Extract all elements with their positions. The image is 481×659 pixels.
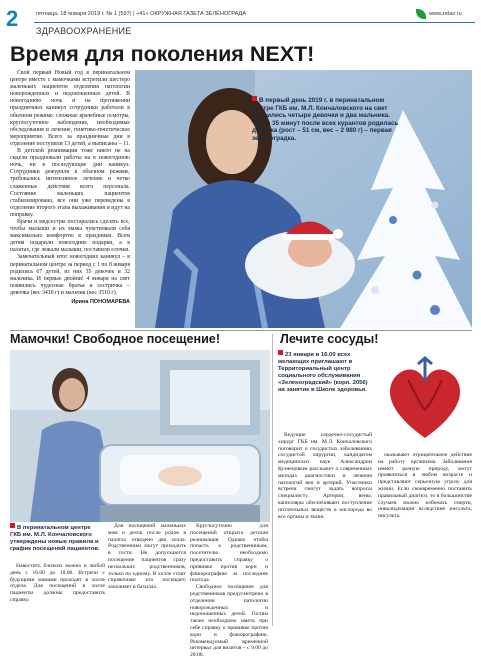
marker-square-icon xyxy=(278,350,283,355)
newspaper-logo[interactable] xyxy=(416,9,474,21)
divider xyxy=(10,330,472,331)
heart-text-col2 xyxy=(378,452,472,628)
header-rule xyxy=(34,22,475,23)
paragraph: В детской реанимации тоже никто не на сидели праздновали работы на в новогоднюю ночь, ни в последующие дни каникул. Сотрудники дежурили в обычном режиме, требовались интенсивное лечение и четко слаженные действия всего персонала. Состояние маленьких пациентов стабилизировано, все они уже переведены в отделение второго этапа выхаживания и идут на поправку. xyxy=(10,148,130,218)
author-signature: Ирина ПОНОМАРЕВА xyxy=(71,299,130,305)
heart-headline: Лечите сосуды! xyxy=(280,332,379,346)
marker-square-icon xyxy=(10,523,15,528)
heart-icon xyxy=(378,350,472,450)
mom-caption xyxy=(10,523,102,553)
caption-text: В перинатальном центре ГКБ им. М.Л. Кончаловского утверждены новые правила и график посещений пациентов. xyxy=(10,525,100,553)
paragraph: Для посещений маленьких мам и деток после родов в палатах отведено два холла. Родственники могут приходить в гости. Не допускаются посещение пациентов сразу нескольких родственников, только по одному. В холле стоит справочная: кто посещает, заполняет в бахилах. xyxy=(108,523,186,591)
page-header xyxy=(0,0,481,40)
leaf-logo-icon xyxy=(416,9,426,19)
nurse-with-incubator-photo-icon xyxy=(10,350,270,522)
caption-text: В первый день 2019 г. в перинатальном центре ГКБ им. М.Л. Кончаловского на свет появились четыре девочки и два мальчика. Через 35 минут после всех курантов родилась девочка (рост – 51 см, вес – 2 980 г) – первая зеленоградка. xyxy=(252,97,399,142)
mom-text-col3 xyxy=(190,523,268,659)
paragraph: Свой первый Новый год в перинатальном центре вместе с мамочками встретили шестеро маленьких пациентов отделения патологии новорожденных и недоношенных детей. В новогоднюю ночь и на протяжении праздничных каникул сотрудники работали в обычном режиме: сложные врачебные осмотры, круглосуточное наблюдение, необходимые обследования и лечение, генетико-генетическое мероприятие. Всего за праздничные дни в отделение поступили 13 детей, а выписаны – 11. xyxy=(10,70,130,147)
heart-illustration xyxy=(378,350,472,450)
mom-headline: Мамочки! Свободное посещение! xyxy=(10,332,221,346)
main-headline: Время для поколения NEXT! xyxy=(10,42,315,66)
site-url[interactable]: www.zelao.ru xyxy=(429,11,462,17)
paragraph: Замечательный итог новогодних каникул – в перинатальном центре за период с 1 по 8 января родились 67 детей, из них 35 девочек и 32 мальчика. И первые двойни! 4 января на свет появились чудесные братья и сестричка – девочка (вес 3410 г) и мальчик (вес 3510 г). xyxy=(10,254,130,296)
paragraph: оказывают отрицательное действие на работу организма. Заболевания имеют разную природу, могут проявляться в любом возрасте и представляют серьезную угрозу для жизни. Если своевременно поставить правильный диагноз, то в большинстве случаев можно избежать смерти, инвалидизации вследствие инсульта, инсульта. xyxy=(378,452,472,520)
heart-caption xyxy=(278,350,374,395)
mom-text-col2 xyxy=(108,523,186,629)
paragraph: Свободное посещение для родственников предусмотрено в отделении патологии новорожденных и недоношенных детей. Гостям также необходимо иметь при себе справку о прививке против кори и флюорографию. Рекомендуемый временной интервал для визитов – с 9.00 до 20.00. xyxy=(190,584,268,659)
column-divider xyxy=(272,334,273,626)
caption-text: 23 января в 16.00 всех желающих приглашают в Территориальный центр социального обслуживания «Зеленоградский» (корп. 2056) на занятие в Школе здоровья. xyxy=(278,352,368,394)
paragraph: Круглосуточно для посещений открыта детская реанимация. Однако чтобы попасть к родственникам, посетителю необходимо предоставить справку о прививке против кори и флюорографию за последние полгода. xyxy=(190,523,268,584)
mom-text-col1 xyxy=(10,563,105,629)
paragraph: Навестить близких можно в любой день с 16.00 до 18.00. Встречи с будущими мамами проходят в холле отдела. Для посещений в холле пациенты должны предоставить справку. xyxy=(10,563,105,603)
mom-photo xyxy=(10,350,270,522)
issue-line: пятница, 18 января 2019 г. № 1 (597) | «41» ОКРУЖНАЯ ГАЗЕТА ЗЕЛЕНОГРАДА xyxy=(36,11,247,17)
marker-square-icon xyxy=(252,96,257,101)
paragraph: Ведущие сердечно-сосудистый хирург ГКБ им. М.Л. Кончаловского поговорит о сосудистых заболеваниях сосудистой хирургии, кандидатом медицинских наук Александром Кузнецовым расскажет о современных методах диагностики и лечения патологий вен и артерий. Участники встречи смогут задать вопросы специалисту. Артерии, вены, капилляры обеспечивают поступление питательных веществ и кислорода во все органы и ткани. xyxy=(278,432,372,520)
main-photo-caption xyxy=(252,96,402,143)
paragraph: Врачи и медсестры постарались сделать все, чтобы малыши и их мамы чувствовали себя максимально комфортно в праздники. Всем детям подарили новогодние подарки, а в палатах, где лежали малыши, поставили елочки. xyxy=(10,218,130,254)
page-number: 2 xyxy=(6,6,19,31)
section-label: ЗДРАВООХРАНЕНИЕ xyxy=(36,26,132,36)
main-article-text xyxy=(10,70,130,330)
heart-text-col1 xyxy=(278,432,372,628)
